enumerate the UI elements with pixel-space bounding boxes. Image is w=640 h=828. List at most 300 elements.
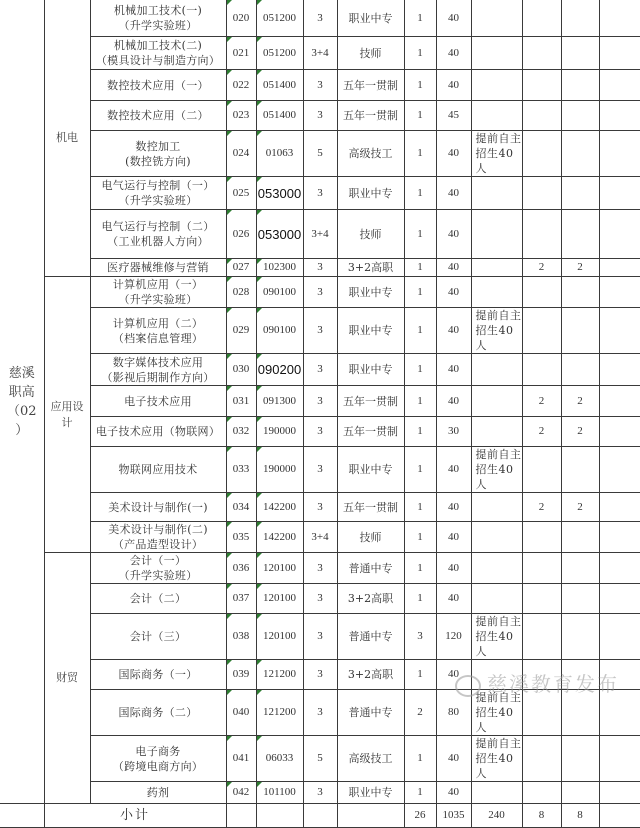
code-cell: 051400 bbox=[256, 70, 303, 101]
type-cell: 职业中专 bbox=[337, 277, 404, 308]
students-cell: 40 bbox=[436, 584, 471, 614]
extra-col-1 bbox=[522, 308, 561, 354]
code-cell: 051400 bbox=[256, 101, 303, 131]
extra-col-3 bbox=[599, 553, 640, 584]
students-cell: 40 bbox=[436, 553, 471, 584]
major-name: 药剂 bbox=[146, 786, 170, 799]
classes-cell: 1 bbox=[404, 0, 436, 37]
extra-col-1 bbox=[522, 522, 561, 553]
type-cell: 高级技工 bbox=[337, 736, 404, 782]
classes-cell: 1 bbox=[404, 37, 436, 70]
major-cell bbox=[90, 131, 226, 177]
seq-cell: 033 bbox=[226, 447, 256, 493]
seq-cell: 025 bbox=[226, 177, 256, 210]
major-direction: （影视后期制作方向） bbox=[101, 370, 215, 384]
code-cell: 06033 bbox=[256, 736, 303, 782]
note-cell bbox=[471, 37, 522, 70]
table-row bbox=[0, 131, 640, 177]
major-cell bbox=[90, 614, 226, 660]
years-cell: 3 bbox=[303, 101, 337, 131]
extra-col-3 bbox=[599, 177, 640, 210]
table-row bbox=[0, 70, 640, 101]
major-name: 会计（二） bbox=[129, 592, 187, 605]
extra-col-3 bbox=[599, 0, 640, 37]
years-cell: 3 bbox=[303, 447, 337, 493]
code-cell: 091300 bbox=[256, 386, 303, 417]
years-cell: 3 bbox=[303, 584, 337, 614]
years-cell: 3 bbox=[303, 354, 337, 386]
extra-col-1 bbox=[522, 782, 561, 804]
students-cell: 40 bbox=[436, 210, 471, 259]
note-cell bbox=[471, 386, 522, 417]
code-cell: 051200 bbox=[256, 0, 303, 37]
extra-col-2 bbox=[561, 210, 599, 259]
extra-col-2 bbox=[561, 0, 599, 37]
extra-col-1: 2 bbox=[522, 259, 561, 277]
major-direction: （升学实验班） bbox=[118, 569, 198, 582]
major-name: 机械加工技术(二) bbox=[113, 39, 203, 52]
extra-col-2 bbox=[561, 70, 599, 101]
note-cell bbox=[471, 259, 522, 277]
students-cell: 40 bbox=[436, 782, 471, 804]
seq-cell: 020 bbox=[226, 0, 256, 37]
students-cell: 120 bbox=[436, 614, 471, 660]
type-cell: 职业中专 bbox=[337, 0, 404, 37]
subtotal-c2: 8 bbox=[561, 804, 599, 828]
empty-cell bbox=[226, 804, 256, 828]
table-row bbox=[0, 386, 640, 417]
table-row bbox=[0, 553, 640, 584]
extra-col-2 bbox=[561, 614, 599, 660]
classes-cell: 1 bbox=[404, 354, 436, 386]
code-cell: 120100 bbox=[256, 584, 303, 614]
extra-col-1 bbox=[522, 277, 561, 308]
classes-cell: 1 bbox=[404, 584, 436, 614]
major-name: 机械加工技术(一) bbox=[113, 4, 203, 17]
major-cell bbox=[90, 308, 226, 354]
extra-col-2: 2 bbox=[561, 386, 599, 417]
years-cell: 5 bbox=[303, 131, 337, 177]
code-cell: 090100 bbox=[256, 308, 303, 354]
extra-col-1 bbox=[522, 177, 561, 210]
major-name: 国际商务（一） bbox=[118, 668, 198, 681]
note-cell bbox=[471, 584, 522, 614]
major-name: 美术设计与制作(一) bbox=[108, 500, 208, 514]
years-cell: 3 bbox=[303, 614, 337, 660]
major-name: 会计（一） bbox=[129, 554, 187, 567]
extra-col-3 bbox=[599, 493, 640, 522]
note-cell bbox=[471, 354, 522, 386]
code-cell: 121200 bbox=[256, 660, 303, 690]
major-cell bbox=[90, 210, 226, 259]
students-cell: 40 bbox=[436, 447, 471, 493]
major-cell bbox=[90, 101, 226, 131]
major-direction: （档案信息管理） bbox=[112, 331, 204, 345]
table-row bbox=[0, 614, 640, 660]
students-cell: 40 bbox=[436, 70, 471, 101]
note-cell bbox=[471, 177, 522, 210]
classes-cell: 1 bbox=[404, 277, 436, 308]
classes-cell: 1 bbox=[404, 210, 436, 259]
major-direction: （模具设计与制造方向） bbox=[95, 54, 221, 67]
seq-cell: 036 bbox=[226, 553, 256, 584]
major-cell bbox=[90, 386, 226, 417]
classes-cell: 1 bbox=[404, 308, 436, 354]
major-cell bbox=[90, 177, 226, 210]
major-name: 美术设计与制作(二) bbox=[108, 523, 208, 536]
extra-col-2 bbox=[561, 131, 599, 177]
extra-col-1: 2 bbox=[522, 386, 561, 417]
seq-cell: 041 bbox=[226, 736, 256, 782]
extra-col-1 bbox=[522, 70, 561, 101]
code-cell: 090200 bbox=[256, 354, 303, 386]
years-cell: 3 bbox=[303, 308, 337, 354]
extra-col-3 bbox=[599, 417, 640, 447]
extra-col-2 bbox=[561, 277, 599, 308]
major-cell bbox=[90, 0, 226, 37]
extra-col-2 bbox=[561, 37, 599, 70]
type-cell: 五年一贯制 bbox=[337, 70, 404, 101]
extra-col-2 bbox=[561, 447, 599, 493]
extra-col-3 bbox=[599, 277, 640, 308]
table-row bbox=[0, 277, 640, 308]
note-cell bbox=[471, 553, 522, 584]
years-cell: 3 bbox=[303, 386, 337, 417]
extra-col-3 bbox=[599, 131, 640, 177]
major-cell bbox=[90, 259, 226, 277]
table-row bbox=[0, 522, 640, 553]
type-cell: 3+2高职 bbox=[337, 584, 404, 614]
table-row bbox=[0, 493, 640, 522]
extra-col-1 bbox=[522, 584, 561, 614]
code-cell: 142200 bbox=[256, 522, 303, 553]
subtotal-row bbox=[0, 804, 640, 828]
major-name: 数控加工 bbox=[135, 139, 181, 153]
table-row bbox=[0, 0, 640, 37]
classes-cell: 1 bbox=[404, 101, 436, 131]
type-cell: 普通中专 bbox=[337, 690, 404, 736]
major-cell bbox=[90, 354, 226, 386]
note-cell: 提前自主 招生40人 bbox=[471, 308, 522, 354]
code-cell: 090100 bbox=[256, 277, 303, 308]
extra-col-2 bbox=[561, 308, 599, 354]
extra-col-2: 2 bbox=[561, 493, 599, 522]
note-cell: 提前自主 招生40人 bbox=[471, 614, 522, 660]
students-cell: 40 bbox=[436, 522, 471, 553]
major-direction: (数控铣方向) bbox=[125, 154, 191, 168]
code-cell: 053000 bbox=[256, 177, 303, 210]
extra-col-3 bbox=[599, 386, 640, 417]
subtotal-c1: 8 bbox=[522, 804, 561, 828]
seq-cell: 024 bbox=[226, 131, 256, 177]
extra-col-1 bbox=[522, 131, 561, 177]
note-cell bbox=[471, 210, 522, 259]
major-cell bbox=[90, 417, 226, 447]
major-direction: （升学实验班） bbox=[118, 19, 198, 32]
type-cell: 技师 bbox=[337, 522, 404, 553]
extra-col-1 bbox=[522, 210, 561, 259]
seq-cell: 031 bbox=[226, 386, 256, 417]
table-row bbox=[0, 101, 640, 131]
empty-cell bbox=[0, 804, 44, 828]
department-cell: 机电 bbox=[44, 0, 90, 277]
classes-cell: 1 bbox=[404, 259, 436, 277]
classes-cell: 2 bbox=[404, 690, 436, 736]
years-cell: 3+4 bbox=[303, 522, 337, 553]
extra-col-2 bbox=[561, 522, 599, 553]
table-row bbox=[0, 177, 640, 210]
code-cell: 120100 bbox=[256, 553, 303, 584]
code-cell: 142200 bbox=[256, 493, 303, 522]
extra-col-2: 2 bbox=[561, 259, 599, 277]
extra-col-1: 2 bbox=[522, 417, 561, 447]
note-cell bbox=[471, 522, 522, 553]
type-cell: 职业中专 bbox=[337, 177, 404, 210]
major-name: 会计（三） bbox=[129, 630, 187, 643]
major-name: 电气运行与控制（二） bbox=[101, 220, 215, 233]
students-cell: 40 bbox=[436, 386, 471, 417]
classes-cell: 1 bbox=[404, 447, 436, 493]
extra-col-3 bbox=[599, 210, 640, 259]
classes-cell: 1 bbox=[404, 177, 436, 210]
years-cell: 3+4 bbox=[303, 210, 337, 259]
major-name: 电子技术应用 bbox=[124, 394, 192, 408]
extra-col-2 bbox=[561, 553, 599, 584]
subtotal-classes: 26 bbox=[404, 804, 436, 828]
note-cell bbox=[471, 0, 522, 37]
major-name: 电子技术应用（物联网） bbox=[95, 425, 221, 438]
major-direction: （产品造型设计） bbox=[112, 538, 204, 551]
students-cell: 40 bbox=[436, 131, 471, 177]
extra-col-3 bbox=[599, 37, 640, 70]
table-row bbox=[0, 210, 640, 259]
department-cell: 财贸 bbox=[44, 553, 90, 804]
students-cell: 40 bbox=[436, 0, 471, 37]
type-cell: 职业中专 bbox=[337, 308, 404, 354]
type-cell: 技师 bbox=[337, 210, 404, 259]
note-cell bbox=[471, 277, 522, 308]
major-name: 国际商务（二） bbox=[118, 706, 198, 719]
years-cell: 5 bbox=[303, 736, 337, 782]
major-cell bbox=[90, 690, 226, 736]
subtotal-c3 bbox=[599, 804, 640, 828]
seq-cell: 032 bbox=[226, 417, 256, 447]
type-cell: 职业中专 bbox=[337, 447, 404, 493]
seq-cell: 027 bbox=[226, 259, 256, 277]
major-cell bbox=[90, 447, 226, 493]
note-cell: 提前自主 招生40人 bbox=[471, 736, 522, 782]
empty-cell bbox=[303, 804, 337, 828]
students-cell: 40 bbox=[436, 493, 471, 522]
type-cell: 3+2高职 bbox=[337, 660, 404, 690]
major-cell bbox=[90, 584, 226, 614]
major-direction: （工业机器人方向） bbox=[107, 235, 209, 248]
classes-cell: 1 bbox=[404, 493, 436, 522]
department-cell: 应用设 计 bbox=[44, 277, 90, 553]
watermark: 慈溪教育发布 bbox=[455, 668, 619, 697]
code-cell: 102300 bbox=[256, 259, 303, 277]
major-name: 电子商务 bbox=[135, 744, 181, 758]
type-cell: 高级技工 bbox=[337, 131, 404, 177]
seq-cell: 039 bbox=[226, 660, 256, 690]
extra-col-3 bbox=[599, 522, 640, 553]
major-name: 医疗器械维修与营销 bbox=[107, 261, 209, 274]
table-row bbox=[0, 584, 640, 614]
students-cell: 30 bbox=[436, 417, 471, 447]
extra-col-2 bbox=[561, 354, 599, 386]
extra-col-3 bbox=[599, 70, 640, 101]
major-cell bbox=[90, 37, 226, 70]
students-cell: 45 bbox=[436, 101, 471, 131]
students-cell: 40 bbox=[436, 354, 471, 386]
extra-col-1 bbox=[522, 553, 561, 584]
classes-cell: 1 bbox=[404, 386, 436, 417]
type-cell: 五年一贯制 bbox=[337, 417, 404, 447]
note-cell bbox=[471, 70, 522, 101]
major-name: 数控技术应用（一） bbox=[107, 78, 209, 92]
major-cell bbox=[90, 736, 226, 782]
extra-col-2 bbox=[561, 177, 599, 210]
wechat-icon bbox=[455, 675, 481, 697]
note-cell bbox=[471, 782, 522, 804]
table-row bbox=[0, 37, 640, 70]
major-cell bbox=[90, 782, 226, 804]
note-cell: 提前自主 招生40人 bbox=[471, 447, 522, 493]
years-cell: 3 bbox=[303, 493, 337, 522]
seq-cell: 026 bbox=[226, 210, 256, 259]
extra-col-3 bbox=[599, 584, 640, 614]
extra-col-1: 2 bbox=[522, 493, 561, 522]
major-name: 计算机应用（二） bbox=[112, 316, 204, 330]
extra-col-3 bbox=[599, 259, 640, 277]
note-cell bbox=[471, 101, 522, 131]
major-name: 数控技术应用（二） bbox=[107, 109, 209, 122]
students-cell: 40 bbox=[436, 37, 471, 70]
seq-cell: 037 bbox=[226, 584, 256, 614]
extra-col-2 bbox=[561, 736, 599, 782]
subtotal-label: 小计 bbox=[44, 804, 226, 828]
classes-cell: 1 bbox=[404, 553, 436, 584]
students-cell: 40 bbox=[436, 736, 471, 782]
type-cell: 普通中专 bbox=[337, 614, 404, 660]
table-row bbox=[0, 417, 640, 447]
code-cell: 190000 bbox=[256, 447, 303, 493]
type-cell: 五年一贯制 bbox=[337, 386, 404, 417]
extra-col-3 bbox=[599, 614, 640, 660]
extra-col-2 bbox=[561, 584, 599, 614]
seq-cell: 023 bbox=[226, 101, 256, 131]
major-cell bbox=[90, 70, 226, 101]
seq-cell: 029 bbox=[226, 308, 256, 354]
code-cell: 120100 bbox=[256, 614, 303, 660]
classes-cell: 1 bbox=[404, 131, 436, 177]
major-cell bbox=[90, 553, 226, 584]
students-cell: 40 bbox=[436, 177, 471, 210]
years-cell: 3 bbox=[303, 277, 337, 308]
code-cell: 190000 bbox=[256, 417, 303, 447]
classes-cell: 1 bbox=[404, 70, 436, 101]
table-row bbox=[0, 736, 640, 782]
extra-col-3 bbox=[599, 101, 640, 131]
extra-col-3 bbox=[599, 782, 640, 804]
code-cell: 053000 bbox=[256, 210, 303, 259]
students-cell: 80 bbox=[436, 690, 471, 736]
table-row bbox=[0, 354, 640, 386]
years-cell: 3 bbox=[303, 782, 337, 804]
extra-col-3 bbox=[599, 736, 640, 782]
years-cell: 3 bbox=[303, 177, 337, 210]
extra-col-2 bbox=[561, 782, 599, 804]
extra-col-1 bbox=[522, 101, 561, 131]
major-direction: （升学实验班） bbox=[118, 293, 198, 306]
years-cell: 3 bbox=[303, 553, 337, 584]
major-direction: （跨境电商方向） bbox=[112, 759, 204, 773]
classes-cell: 3 bbox=[404, 614, 436, 660]
seq-cell: 042 bbox=[226, 782, 256, 804]
classes-cell: 1 bbox=[404, 782, 436, 804]
seq-cell: 040 bbox=[226, 690, 256, 736]
type-cell: 3+2高职 bbox=[337, 259, 404, 277]
extra-col-1 bbox=[522, 0, 561, 37]
code-cell: 101100 bbox=[256, 782, 303, 804]
extra-col-1 bbox=[522, 447, 561, 493]
extra-col-3 bbox=[599, 447, 640, 493]
table-row bbox=[0, 259, 640, 277]
table-row bbox=[0, 447, 640, 493]
type-cell: 五年一贯制 bbox=[337, 493, 404, 522]
subtotal-students: 1035 bbox=[436, 804, 471, 828]
students-cell: 40 bbox=[436, 308, 471, 354]
major-name: 物联网应用技术 bbox=[118, 463, 198, 476]
note-cell bbox=[471, 417, 522, 447]
extra-col-3 bbox=[599, 308, 640, 354]
extra-col-1 bbox=[522, 736, 561, 782]
seq-cell: 038 bbox=[226, 614, 256, 660]
subtotal-note: 240 bbox=[471, 804, 522, 828]
seq-cell: 028 bbox=[226, 277, 256, 308]
classes-cell: 1 bbox=[404, 736, 436, 782]
extra-col-1 bbox=[522, 614, 561, 660]
code-cell: 051200 bbox=[256, 37, 303, 70]
years-cell: 3 bbox=[303, 660, 337, 690]
seq-cell: 022 bbox=[226, 70, 256, 101]
students-cell: 40 bbox=[436, 660, 471, 690]
extra-col-2 bbox=[561, 101, 599, 131]
type-cell: 职业中专 bbox=[337, 782, 404, 804]
major-cell bbox=[90, 277, 226, 308]
major-cell bbox=[90, 493, 226, 522]
note-cell: 提前自主 招生40人 bbox=[471, 690, 522, 736]
major-name: 数字媒体技术应用 bbox=[112, 355, 204, 369]
major-name: 计算机应用（一） bbox=[112, 278, 204, 291]
code-cell: 121200 bbox=[256, 690, 303, 736]
seq-cell: 035 bbox=[226, 522, 256, 553]
seq-cell: 021 bbox=[226, 37, 256, 70]
extra-col-1 bbox=[522, 354, 561, 386]
note-cell: 提前自主 招生40人 bbox=[471, 131, 522, 177]
extra-col-1 bbox=[522, 37, 561, 70]
students-cell: 40 bbox=[436, 259, 471, 277]
major-name: 电气运行与控制（一） bbox=[101, 179, 215, 192]
years-cell: 3 bbox=[303, 417, 337, 447]
classes-cell: 1 bbox=[404, 660, 436, 690]
major-cell bbox=[90, 660, 226, 690]
type-cell: 职业中专 bbox=[337, 354, 404, 386]
seq-cell: 034 bbox=[226, 493, 256, 522]
classes-cell: 1 bbox=[404, 522, 436, 553]
major-cell bbox=[90, 522, 226, 553]
extra-col-2: 2 bbox=[561, 417, 599, 447]
